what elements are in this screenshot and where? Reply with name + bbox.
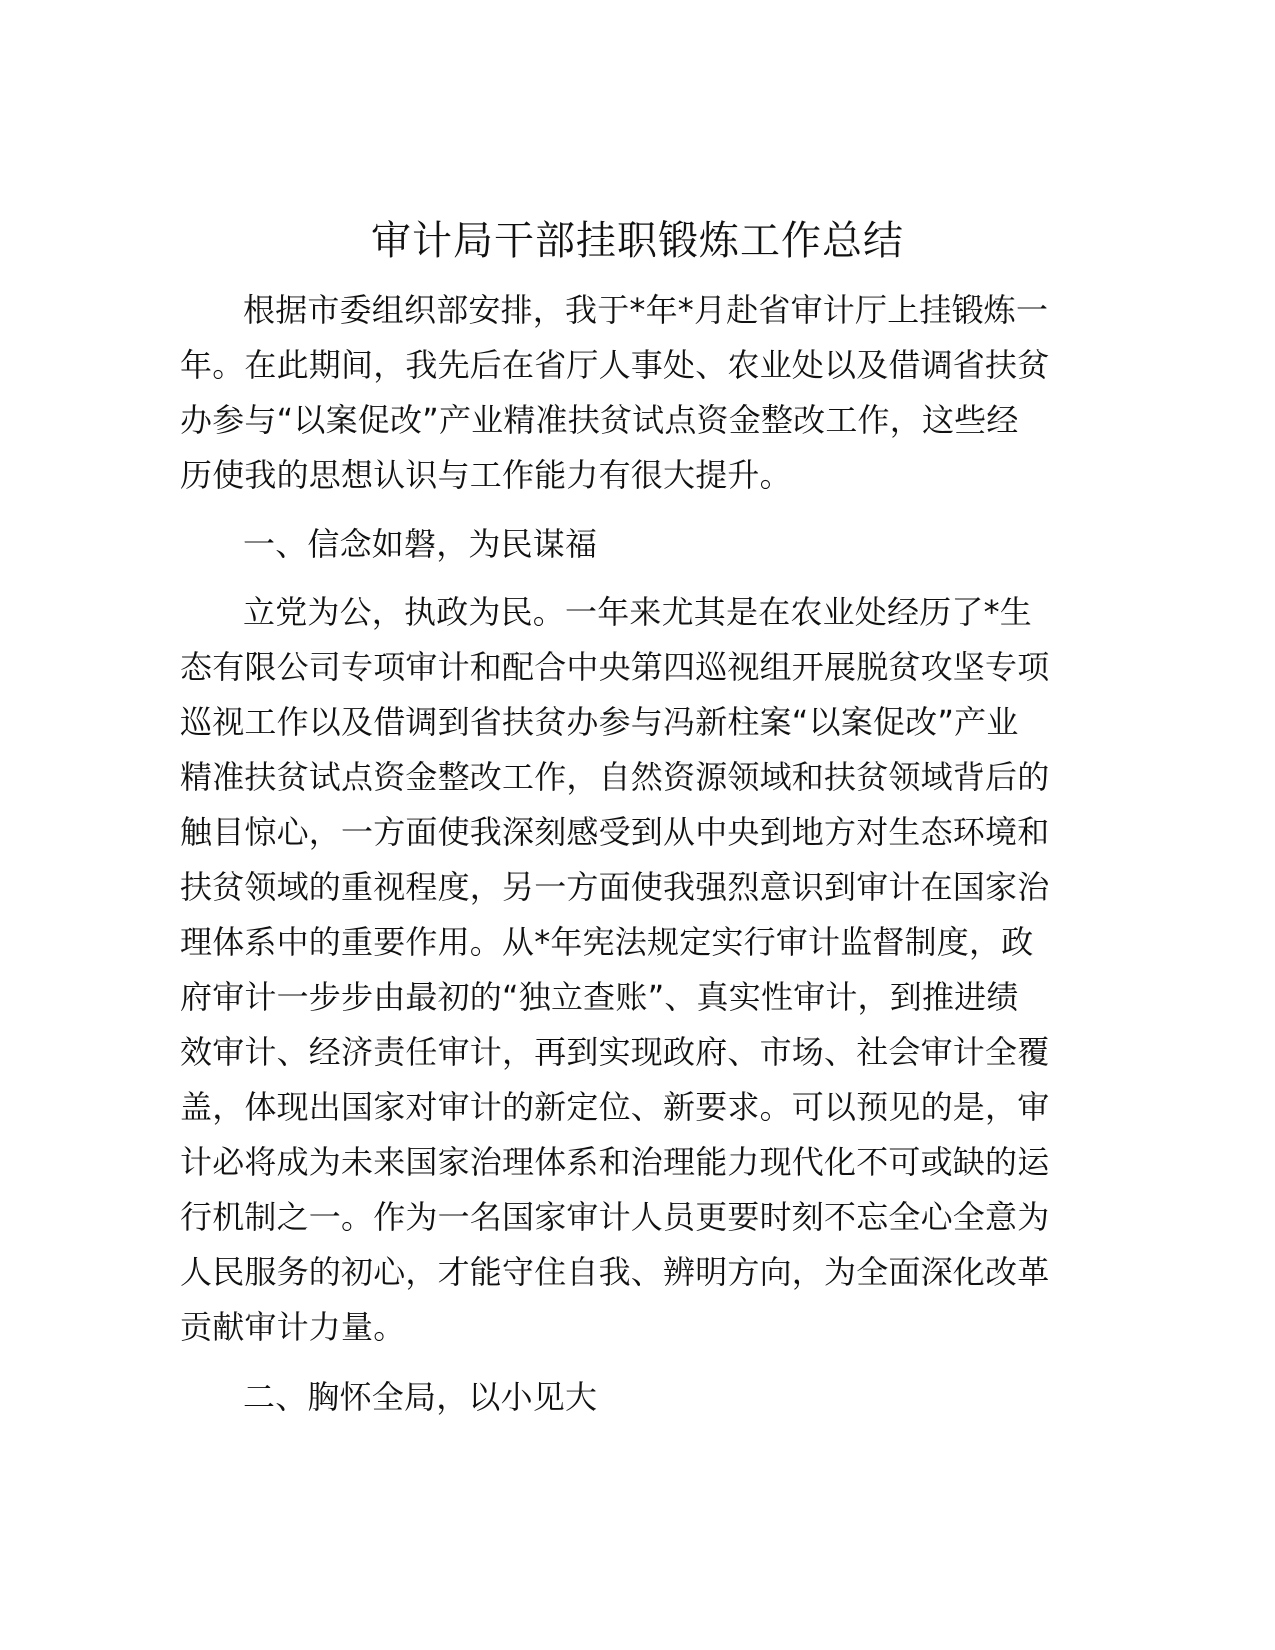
paragraph-2-line-11: 计必将成为未来国家治理体系和治理能力现代化不可或缺的运: [180, 1143, 1050, 1181]
paragraph-2-line-1: 立党为公，执政为民。一年来尤其是在农业处经历了*生: [243, 593, 1033, 631]
paragraph-1-line-2: 年。在此期间，我先后在省厅人事处、农业处以及借调省扶贫: [180, 346, 1050, 384]
section-heading-2: 二、胸怀全局，以小见大: [243, 1378, 598, 1416]
paragraph-2-line-4: 精准扶贫试点资金整改工作，自然资源领域和扶贫领域背后的: [180, 758, 1050, 796]
paragraph-2-line-12: 行机制之一。作为一名国家审计人员更要时刻不忘全心全意为: [180, 1198, 1050, 1236]
paragraph-2-line-8: 府审计一步步由最初的“独立查账”、真实性审计，到推进绩: [180, 978, 1019, 1016]
paragraph-2-line-7: 理体系中的重要作用。从*年宪法规定实行审计监督制度，政: [180, 923, 1034, 961]
paragraph-1-line-3: 办参与“以案促改”产业精准扶贫试点资金整改工作，这些经: [180, 401, 1019, 439]
paragraph-2-line-10: 盖，体现出国家对审计的新定位、新要求。可以预见的是，审: [180, 1088, 1050, 1126]
paragraph-1-line-4: 历使我的思想认识与工作能力有很大提升。: [180, 456, 792, 494]
paragraph-2-line-9: 效审计、经济责任审计，再到实现政府、市场、社会审计全覆: [180, 1033, 1050, 1071]
paragraph-2-line-14: 贡献审计力量。: [180, 1308, 406, 1346]
section-heading-1: 一、信念如磐，为民谋福: [243, 525, 598, 563]
paragraph-2-line-13: 人民服务的初心，才能守住自我、辨明方向，为全面深化改革: [180, 1253, 1050, 1291]
paragraph-2-line-3: 巡视工作以及借调到省扶贫办参与冯新柱案“以案促改”产业: [180, 703, 1019, 741]
paragraph-2-line-2: 态有限公司专项审计和配合中央第四巡视组开展脱贫攻坚专项: [180, 648, 1050, 686]
paragraph-2-line-5: 触目惊心，一方面使我深刻感受到从中央到地方对生态环境和: [180, 813, 1050, 851]
paragraph-1-line-1: 根据市委组织部安排，我于*年*月赴省审计厅上挂锻炼一: [243, 291, 1049, 329]
document-title: 审计局干部挂职锻炼工作总结: [371, 218, 904, 264]
paragraph-2-line-6: 扶贫领域的重视程度，另一方面使我强烈意识到审计在国家治: [180, 868, 1050, 906]
